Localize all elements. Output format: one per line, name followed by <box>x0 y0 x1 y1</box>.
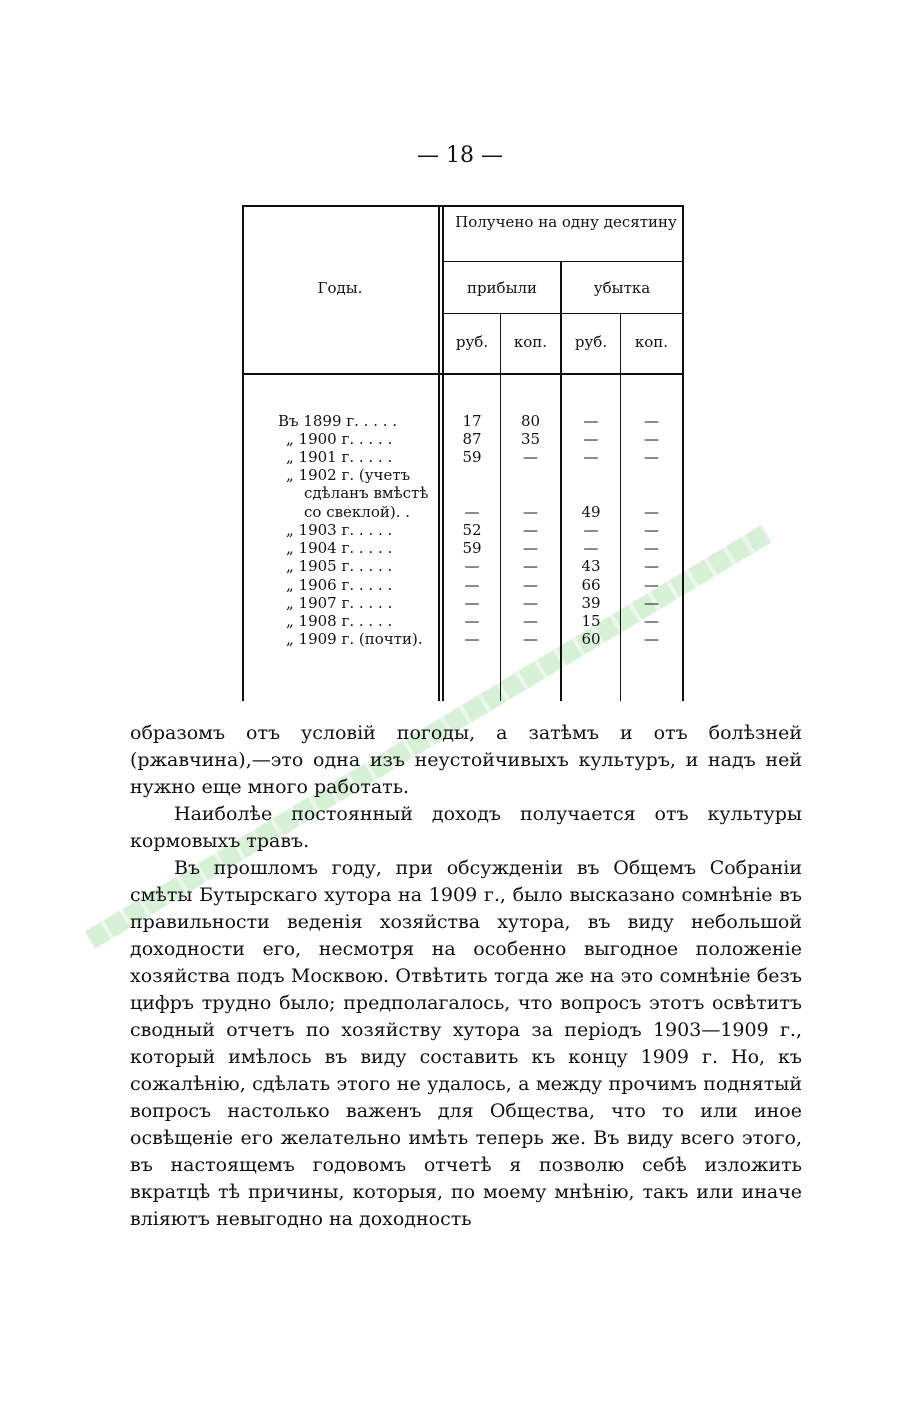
row-loss-kop: — <box>644 448 659 466</box>
row-label: „ 1907 г. . . . . <box>286 594 393 612</box>
row-loss-kop: — <box>644 521 659 539</box>
row-profit-kop: — <box>523 503 538 521</box>
row-profit-kop: — <box>523 594 538 612</box>
row-loss-kop: — <box>644 576 659 594</box>
header-loss-rub: руб. <box>574 333 608 351</box>
paragraph-1: образомъ отъ условій погоды, а затѣмъ и отъ болѣзней (ржавчина),—это одна изъ неустойчивыхъ культуръ, и надъ ней нужно еще много работать. <box>130 722 802 798</box>
data-table <box>242 205 684 701</box>
header-divider-1 <box>443 261 683 262</box>
row-profit-kop: — <box>523 448 538 466</box>
row-profit-rub: — <box>464 612 480 630</box>
row-loss-kop: — <box>644 594 659 612</box>
row-profit-kop: — <box>523 612 538 630</box>
paragraph-2: Наиболѣе постоянный доходъ получается отъ культуры кормовыхъ травъ. <box>130 803 802 852</box>
row-loss-kop: — <box>644 612 659 630</box>
row-loss-rub: 15 <box>581 612 601 630</box>
header-bottom-rule <box>242 373 684 375</box>
row-profit-kop: — <box>523 630 538 648</box>
header-profit: прибыли <box>466 279 538 297</box>
row-profit-rub: — <box>464 503 480 521</box>
header-loss: убытка <box>593 279 651 297</box>
row-loss-kop: — <box>644 557 659 575</box>
row-loss-rub: — <box>583 539 599 557</box>
row-label: сдѣланъ вмѣстѣ <box>304 484 429 502</box>
row-loss-kop: — <box>644 630 659 648</box>
table-years-divider <box>438 205 440 701</box>
row-label: „ 1906 г. . . . . <box>286 576 393 594</box>
header-divider-2 <box>443 313 683 314</box>
row-profit-kop: — <box>523 557 538 575</box>
header-main: Получено на одну десятину <box>455 213 677 231</box>
table-right-rule <box>682 205 684 701</box>
row-label: „ 1901 г. . . . . <box>286 448 393 466</box>
row-loss-kop: — <box>644 539 659 557</box>
row-label: со свеклой). . <box>304 503 411 521</box>
row-loss-rub: — <box>583 412 599 430</box>
row-loss-rub: 60 <box>581 630 601 648</box>
row-loss-kop: — <box>644 412 659 430</box>
row-profit-rub: 17 <box>462 412 482 430</box>
row-label: „ 1904 г. . . . . <box>286 539 393 557</box>
row-profit-rub: — <box>464 557 480 575</box>
row-loss-kop: — <box>644 503 659 521</box>
row-loss-rub: 39 <box>581 594 601 612</box>
row-profit-rub: 59 <box>462 448 482 466</box>
row-profit-rub: 52 <box>462 521 482 539</box>
row-profit-rub: 87 <box>462 430 482 448</box>
row-label: „ 1902 г. (учетъ <box>286 466 411 484</box>
row-loss-rub: 66 <box>581 576 601 594</box>
row-profit-rub: — <box>464 594 480 612</box>
table-top-rule <box>242 205 684 207</box>
row-label: „ 1905 г. . . . . <box>286 557 393 575</box>
row-label: „ 1900 г. . . . . <box>286 430 393 448</box>
row-label: „ 1908 г. . . . . <box>286 612 393 630</box>
row-profit-rub: — <box>464 630 480 648</box>
row-loss-rub: — <box>583 430 599 448</box>
row-loss-kop: — <box>644 430 659 448</box>
row-label: „ 1903 г. . . . . <box>286 521 393 539</box>
row-profit-kop: 35 <box>520 430 541 448</box>
body-text <box>130 720 802 1233</box>
header-profit-rub: руб. <box>455 333 489 351</box>
page-number: — 18 — <box>417 143 503 168</box>
header-loss-kop: коп. <box>634 333 669 351</box>
paragraph-3: Въ прошломъ году, при обсужденіи въ Общемъ Собраніи смѣты Бутырскаго хутора на 1909 г., было высказано сомнѣніе въ правильности веденія хозяйства хутора, въ виду небольшой доходности его, несмотря на особенно выгодное положеніе хозяйства подъ Москвою. Отвѣтить тогда же на это сомнѣніе безъ цифръ трудно было; предполагалось, что вопросъ этотъ освѣтитъ сводный отчетъ по хозяйству хутора за періодъ 1903—1909 г., который имѣлось въ виду составить къ концу 1909 г. Но, къ сожалѣнію, сдѣлать этого не удалось, а между прочимъ поднятый вопросъ настолько важенъ для Общества, что то или иное освѣщеніе его желательно имѣть теперь же. Въ виду всего этого, въ настоящемъ годовомъ отчетѣ я позволю себѣ изложить вкратцѣ тѣ причины, которыя, по моему мнѣнію, такъ или иначе вліяютъ невыгодно на доходность <box>130 857 802 1230</box>
row-loss-rub: 43 <box>581 557 601 575</box>
row-label: Въ 1899 г. . . . . <box>278 412 398 430</box>
row-profit-rub: — <box>464 576 480 594</box>
row-profit-kop: — <box>523 576 538 594</box>
row-profit-rub: 59 <box>462 539 482 557</box>
row-loss-rub: — <box>583 521 599 539</box>
row-profit-kop: — <box>523 521 538 539</box>
row-label: „ 1909 г. (почти). <box>286 630 423 648</box>
header-profit-kop: коп. <box>513 333 548 351</box>
header-years: Годы. <box>317 279 363 297</box>
row-profit-kop: 80 <box>520 412 541 430</box>
row-loss-rub: 49 <box>581 503 601 521</box>
row-profit-kop: — <box>523 539 538 557</box>
row-loss-rub: — <box>583 448 599 466</box>
